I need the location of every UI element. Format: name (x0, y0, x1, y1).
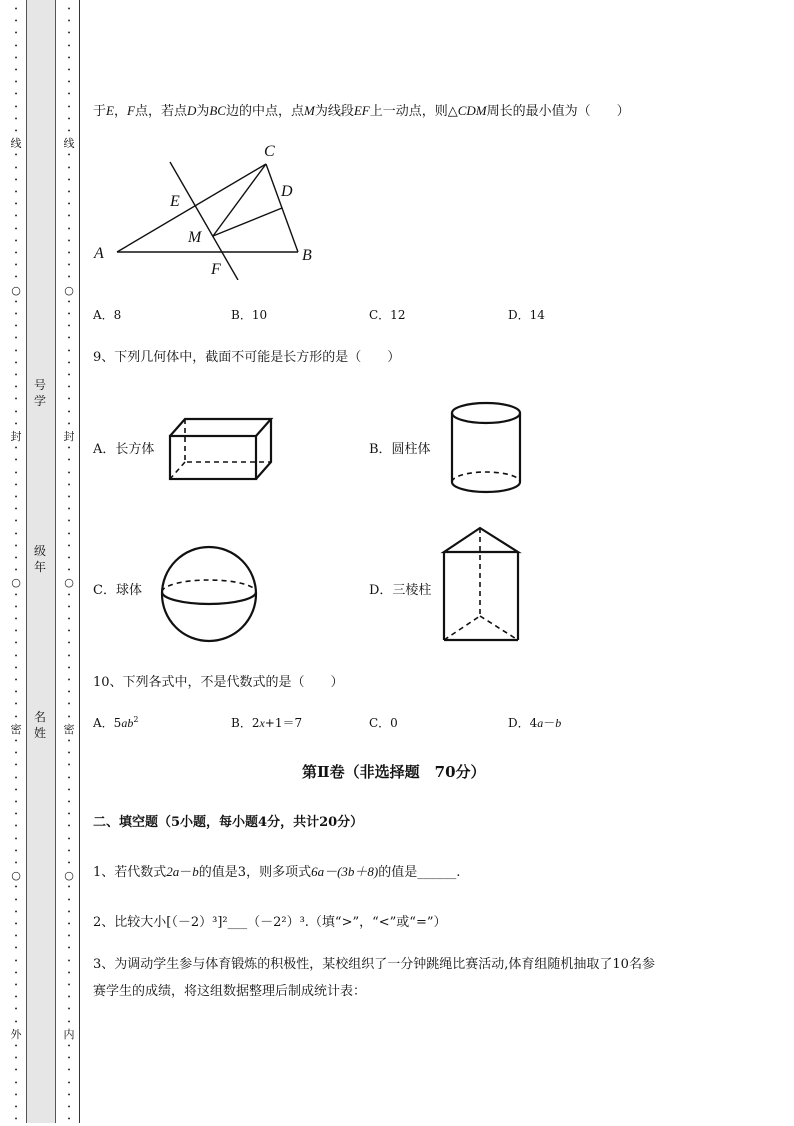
margin-dot: • (14, 1104, 18, 1111)
q8-option-a: A．8 (93, 308, 122, 322)
margin-dot: • (67, 176, 71, 184)
margin-dot: • (14, 628, 18, 636)
margin-dot: • (14, 603, 18, 611)
cylinder-figure (444, 398, 528, 498)
margin-label: 线 (63, 137, 75, 151)
q8-option-c: C．12 (369, 308, 406, 322)
margin-dot: • (67, 128, 71, 135)
margin-label: ○ (64, 283, 74, 297)
margin-dot: • (14, 225, 18, 233)
margin-dot: • (14, 359, 18, 367)
margin-dot: • (67, 457, 71, 465)
margin-dot: • (14, 835, 18, 843)
cuboid-figure (165, 414, 277, 484)
margin-dot: • (14, 494, 18, 501)
margin-dot: • (67, 811, 71, 819)
margin-dot: • (14, 542, 18, 550)
margin-dot: • (67, 884, 71, 892)
margin-dot: • (67, 982, 71, 989)
margin-dot: • (14, 189, 18, 196)
margin-dot: • (67, 359, 71, 367)
q10-option-b: B．2x+1＝7 (231, 716, 303, 730)
margin-dot: • (14, 738, 18, 745)
margin-label: 外 (10, 1027, 22, 1041)
margin-dot: • (14, 445, 18, 453)
margin-dot: • (67, 30, 71, 38)
margin-dot: • (67, 323, 71, 331)
margin-dot: • (14, 481, 18, 489)
margin-dot: • (14, 847, 18, 855)
margin-dot: • (14, 713, 18, 721)
margin-dot: • (14, 1018, 18, 1026)
margin-dot: • (14, 762, 18, 770)
margin-dot: • (67, 1079, 71, 1087)
q10-option-c: C．0 (369, 716, 398, 730)
margin-dot: • (14, 79, 18, 87)
fill-question-2: 2、比较大小[（－2）³]²___（－2²）³.（填“>”，“<”或“=”） (93, 915, 447, 930)
margin-dot: • (67, 1067, 71, 1075)
q8-text: 于E，F点，若点D为BC边的中点，点M为线段EF上一动点，则△CDM周长的最小值为（ ） (93, 103, 630, 119)
margin-dot: • (67, 921, 71, 928)
margin-dot: • (67, 408, 71, 416)
margin-dot: • (67, 945, 71, 953)
margin-dot: • (67, 103, 71, 111)
margin-dot: • (14, 896, 18, 904)
fig-label-c: C (264, 143, 275, 160)
margin-dot: • (67, 518, 71, 526)
margin-dot: • (67, 860, 71, 867)
margin-dot: • (67, 54, 71, 62)
margin-dot: • (67, 835, 71, 843)
margin-dot: • (67, 555, 71, 562)
label-name: 名 姓 (33, 710, 46, 740)
margin-dot: • (67, 847, 71, 855)
margin-dot: • (67, 298, 71, 306)
margin-label: 封 (63, 430, 75, 443)
margin-dot: • (14, 30, 18, 38)
margin-dot: • (67, 372, 71, 379)
margin-rule (79, 0, 80, 1123)
margin-dot: • (14, 298, 18, 306)
margin-dot: • (67, 652, 71, 660)
margin-dot: • (67, 335, 71, 343)
margin-dot: • (14, 420, 18, 428)
margin-dot: • (14, 335, 18, 343)
margin-dot: • (67, 262, 71, 270)
margin-dot: • (14, 945, 18, 953)
margin-dot: • (14, 994, 18, 1002)
margin-dot: • (67, 640, 71, 648)
q10-option-a: A．$5ab^2$ (93, 715, 139, 730)
margin-dot: • (14, 237, 18, 245)
fill-question-3-line-1: 3、为调动学生参与体育锻炼的积极性，某校组织了一分钟跳绳比赛活动,体育组随机抽取了10名参 (93, 957, 655, 972)
margin-dot: • (14, 811, 18, 819)
margin-dot: • (14, 823, 18, 831)
margin-dot: • (67, 152, 71, 160)
q8-option-b: B．10 (231, 308, 268, 322)
margin-dot: • (67, 823, 71, 831)
margin-dot: • (67, 1043, 71, 1050)
outer-dot-column (9, 0, 23, 1123)
margin-dot: • (67, 6, 71, 13)
margin-dot: • (67, 469, 71, 477)
margin-dot: • (14, 701, 18, 709)
margin-dot: • (14, 54, 18, 62)
margin-dot: • (14, 1091, 18, 1099)
margin-dot: • (14, 103, 18, 111)
margin-dot: • (14, 1006, 18, 1014)
margin-dot: • (67, 115, 71, 123)
margin-dot: • (14, 652, 18, 660)
margin-dot: • (14, 555, 18, 562)
margin-dot: • (67, 908, 71, 916)
margin-dot: • (67, 603, 71, 611)
margin-dot: • (14, 250, 18, 257)
margin-dot: • (14, 42, 18, 50)
margin-dot: • (14, 786, 18, 794)
margin-dot: • (14, 311, 18, 318)
q10-option-d: D．4a－b (508, 716, 562, 730)
q9-option-c: C．球体 (93, 583, 142, 598)
q9-text: 9、下列几何体中，截面不可能是长方形的是（ ） (93, 350, 401, 365)
margin-dot: • (67, 91, 71, 99)
margin-dot: • (67, 311, 71, 318)
margin-dot: • (67, 689, 71, 697)
margin-dot: • (14, 6, 18, 13)
margin-dot: • (14, 591, 18, 599)
margin-dot: • (67, 677, 71, 684)
margin-dot: • (14, 372, 18, 379)
q9-option-b: B．圆柱体 (369, 442, 431, 457)
margin-dot: • (14, 115, 18, 123)
fig-label-d: D (281, 183, 293, 200)
margin-dot: • (14, 774, 18, 782)
margin-dot: • (67, 79, 71, 87)
margin-dot: • (14, 262, 18, 270)
margin-label: 密 (63, 722, 75, 736)
margin-dot: • (67, 347, 71, 355)
margin-dot: • (67, 1091, 71, 1099)
margin-dot: • (14, 1055, 18, 1063)
margin-dot: • (14, 201, 18, 209)
q9-option-d: D．三棱柱 (369, 583, 432, 598)
margin-dot: • (67, 701, 71, 709)
margin-dot: • (67, 42, 71, 50)
margin-label: 内 (63, 1027, 75, 1041)
margin-dot: • (14, 969, 18, 977)
margin-dot: • (67, 250, 71, 257)
margin-dot: • (67, 933, 71, 941)
margin-label: ○ (11, 576, 21, 590)
margin-dot: • (14, 176, 18, 184)
margin-dot: • (67, 786, 71, 794)
margin-dot: • (14, 91, 18, 99)
label-grade: 级 年 (33, 544, 46, 574)
margin-dot: • (14, 457, 18, 465)
margin-label: ○ (11, 869, 21, 883)
margin-dot: • (67, 494, 71, 501)
part-two-title: 第Ⅱ卷（非选择题 70分） (302, 763, 486, 781)
margin-dot: • (14, 640, 18, 648)
margin-dot: • (14, 1079, 18, 1087)
label-student-id: 号 学 (33, 378, 46, 408)
margin-dot: • (14, 1043, 18, 1050)
fill-question-1: 1、若代数式2a－b的值是3，则多项式6a－(3b＋8)的值是______. (93, 864, 461, 880)
margin-dot: • (14, 323, 18, 331)
margin-label: 封 (10, 430, 22, 443)
fig-label-e: E (170, 193, 180, 210)
margin-dot: • (14, 128, 18, 135)
margin-dot: • (14, 982, 18, 989)
triangular-prism-figure (438, 524, 524, 646)
margin-dot: • (14, 152, 18, 160)
margin-dot: • (14, 957, 18, 965)
fill-in-section-heading: 二、填空题（5小题，每小题4分，共计20分） (93, 815, 364, 830)
margin-dot: • (67, 896, 71, 904)
margin-dot: • (14, 908, 18, 916)
margin-dot: • (67, 18, 71, 26)
margin-dot: • (67, 750, 71, 758)
margin-dot: • (67, 664, 71, 672)
q8-triangle-figure (90, 140, 330, 280)
margin-dot: • (67, 628, 71, 636)
margin-dot: • (67, 237, 71, 245)
margin-label: ○ (64, 576, 74, 590)
margin-dot: • (67, 67, 71, 74)
q10-text: 10、下列各式中，不是代数式的是（ ） (93, 675, 344, 690)
margin-dot: • (67, 506, 71, 514)
margin-dot: • (14, 664, 18, 672)
margin-dot: • (67, 164, 71, 172)
margin-dot: • (67, 481, 71, 489)
margin-dot: • (14, 616, 18, 623)
margin-dot: • (67, 201, 71, 209)
margin-dot: • (67, 396, 71, 404)
margin-dot: • (67, 1055, 71, 1063)
margin-dot: • (14, 933, 18, 941)
margin-dot: • (14, 1067, 18, 1075)
margin-dot: • (14, 408, 18, 416)
margin-dot: • (67, 567, 71, 575)
margin-dot: • (67, 189, 71, 196)
margin-dot: • (14, 677, 18, 684)
fill-question-3-line-2: 赛学生的成绩，将这组数据整理后制成统计表： (93, 984, 367, 999)
margin-dot: • (67, 542, 71, 550)
margin-label: 密 (10, 722, 22, 736)
margin-dot: • (67, 957, 71, 965)
margin-dot: • (14, 860, 18, 867)
margin-dot: • (14, 567, 18, 575)
margin-dot: • (67, 799, 71, 806)
margin-dot: • (67, 1104, 71, 1111)
margin-dot: • (14, 274, 18, 282)
margin-dot: • (67, 969, 71, 977)
margin-dot: • (14, 396, 18, 404)
margin-dot: • (67, 616, 71, 623)
margin-dot: • (14, 213, 18, 221)
fig-label-m: M (188, 229, 202, 246)
margin-dot: • (67, 1018, 71, 1026)
fig-label-b: B (302, 247, 312, 264)
margin-dot: • (14, 689, 18, 697)
margin-dot: • (14, 164, 18, 172)
margin-dot: • (14, 506, 18, 514)
sphere-figure (156, 542, 262, 646)
margin-dot: • (67, 713, 71, 721)
margin-dot: • (14, 884, 18, 892)
margin-dot: • (14, 799, 18, 806)
margin-dot: • (14, 67, 18, 74)
margin-dot: • (14, 1116, 18, 1124)
margin-dot: • (14, 921, 18, 928)
margin-dot: • (67, 225, 71, 233)
margin-dot: • (67, 994, 71, 1002)
margin-dot: • (67, 213, 71, 221)
margin-dot: • (14, 18, 18, 26)
margin-dot: • (67, 1006, 71, 1014)
margin-dot: • (67, 774, 71, 782)
margin-dot: • (14, 518, 18, 526)
margin-label: 线 (10, 137, 22, 151)
margin-dot: • (14, 384, 18, 392)
inner-dot-column (62, 0, 76, 1123)
margin-dot: • (14, 530, 18, 538)
margin-dot: • (67, 591, 71, 599)
fig-label-a: A (94, 245, 104, 262)
margin-dot: • (67, 384, 71, 392)
margin-dot: • (67, 420, 71, 428)
fig-label-f: F (211, 261, 221, 278)
margin-dot: • (14, 469, 18, 477)
margin-dot: • (67, 274, 71, 282)
margin-dot: • (67, 530, 71, 538)
margin-label: ○ (11, 283, 21, 297)
margin-dot: • (67, 445, 71, 453)
margin-dot: • (14, 347, 18, 355)
margin-dot: • (67, 762, 71, 770)
margin-dot: • (14, 750, 18, 758)
margin-dot: • (67, 1116, 71, 1124)
margin-label: ○ (64, 869, 74, 883)
q9-option-a: A．长方体 (93, 442, 155, 457)
q8-option-d: D．14 (508, 308, 545, 322)
margin-dot: • (67, 738, 71, 745)
